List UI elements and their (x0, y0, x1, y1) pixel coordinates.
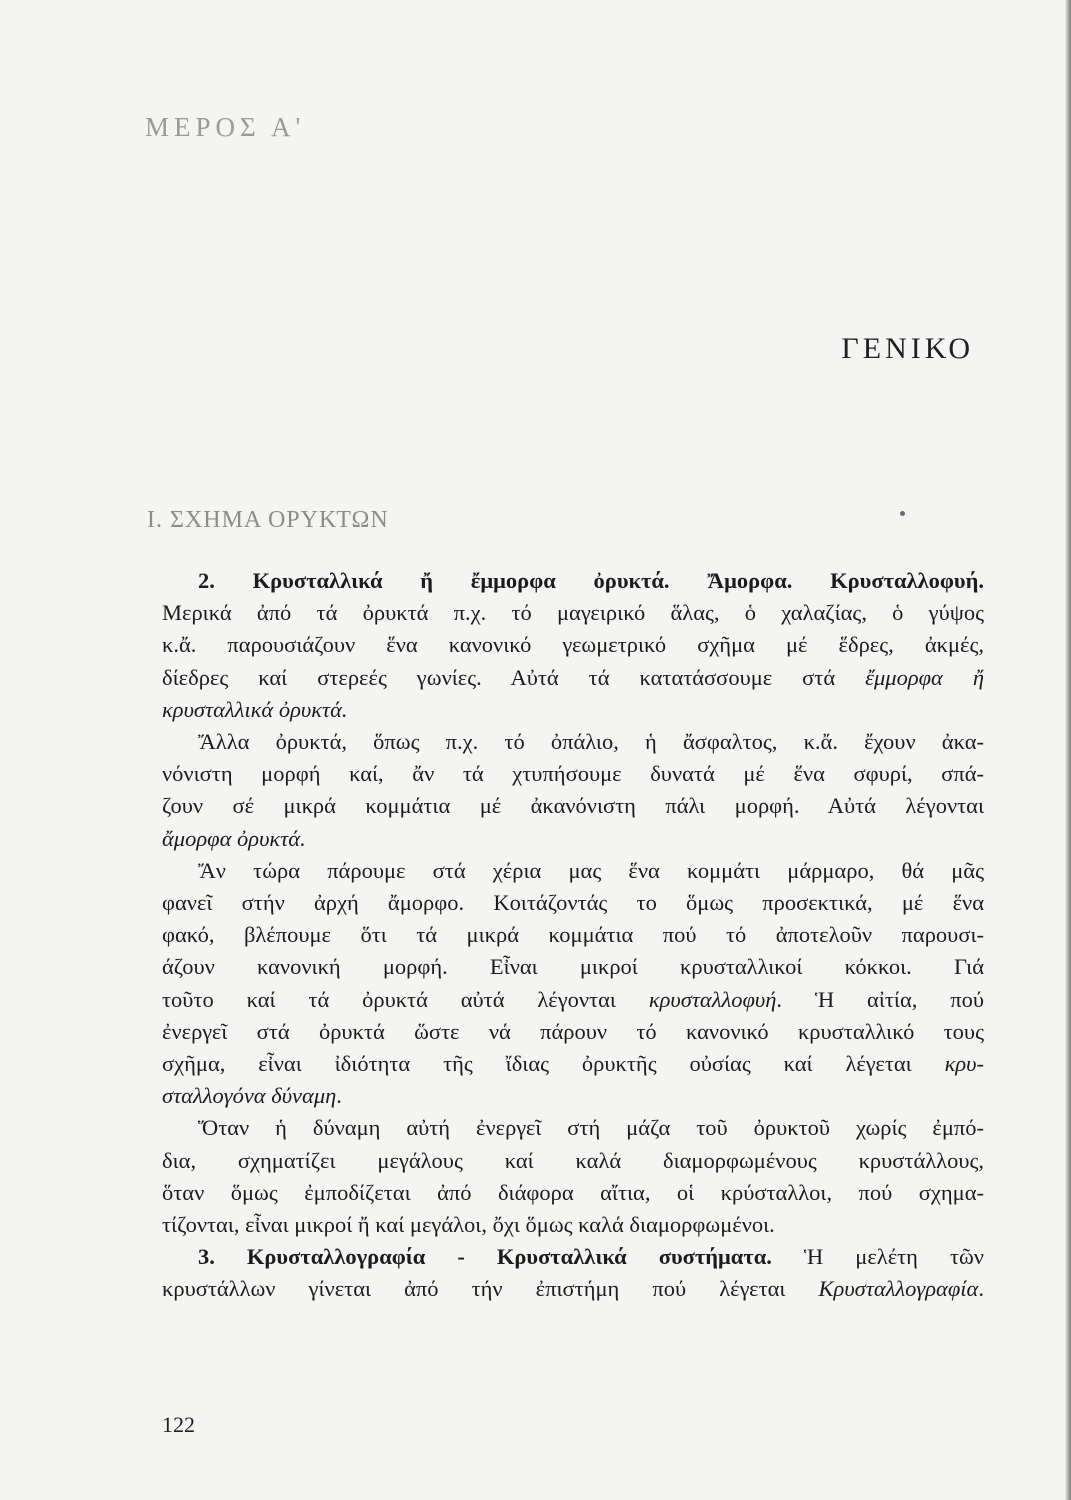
text-run: . (336, 1083, 342, 1109)
text-run: . (978, 1276, 984, 1302)
text-run: . Ἡ αἰτία, πού (776, 986, 984, 1012)
text-run: κρυστάλλων γίνεται ἀπό τήν ἐπιστήμη πού λέγεται (162, 1276, 819, 1302)
text-line: νόνιστη μορφή καί, ἄν τά χτυπήσουμε δυνατά μέ ἕνα σφυρί, σπά- (162, 761, 984, 787)
text-line: Ἄν τώρα πάρουμε στά χέρια μας ἕνα κομμάτι μάρμαρο, θά μᾶς (198, 857, 984, 883)
text-line: ἐνεργεῖ στά ὀρυκτά ὥστε νά πάρουν τό κανονικό κρυσταλλικό τους (162, 1018, 984, 1044)
page-edge-shadow (1065, 0, 1071, 1500)
page-number: 122 (162, 1412, 195, 1437)
text-line (162, 1048, 984, 1080)
text-line: ζουν σέ μικρά κομμάτια μέ ἀκανόνιστη πάλι μορφή. Αὐτά λέγονται (162, 793, 984, 819)
text-line: φανεῖ στήν ἀρχή ἄμορφο. Κοιτάζοντάς το ὅμως προσεκτικά, μέ ἕνα (162, 890, 984, 916)
text-run: δίεδρες καί στερεές γωνίες. Αὐτά τά κατατάσσουμε στά (162, 664, 866, 690)
italic-term: κρυσταλλοφυή (648, 986, 777, 1012)
text-run: σχῆμα, εἶναι ἰδιότητα τῆς ἴδιας ὀρυκτῆς οὐσίας καί λέγεται (162, 1051, 945, 1077)
text-line: Ἄλλα ὀρυκτά, ὅπως π.χ. τό ὀπάλιο, ἡ ἄσφαλτος, κ.ἄ. ἔχουν ἀκα- (198, 729, 984, 755)
ink-dot-mark (900, 511, 905, 516)
body-text (162, 565, 984, 1306)
italic-term: κρυ- (944, 1051, 984, 1077)
text-line: άζουν κανονική μορφή. Εἶναι μικροί κρυσταλλικοί κόκκοι. Γιά (162, 954, 984, 980)
italic-term: Κρυσταλλογραφία (818, 1276, 979, 1302)
text-line (162, 662, 984, 694)
text-line: κ.ἄ. παρουσιάζουν ἕνα κανονικό γεωμετρικό σχῆμα μέ ἕδρες, ἀκμές, (162, 632, 984, 658)
text-line (162, 1080, 984, 1112)
italic-term: ἔμμορφα ἤ (865, 664, 984, 690)
text-run: τοῦτο καί τά ὀρυκτά αὐτά λέγονται (162, 986, 649, 1012)
text-line (162, 984, 984, 1016)
section-title: ΓΕΝΙΚΟ (841, 332, 974, 365)
paragraph-heading-2: 2. Κρυσταλλικά ἤ ἔμμορφα ὀρυκτά. Ἄμορφα. Κρυσταλλοφυή. (198, 568, 984, 593)
text-line (162, 1241, 984, 1273)
text-line: τίζονται, εἶναι μικροί ἤ καί μεγάλοι, ὄχι ὅμως καλά διαμορφωμένοι. (162, 1212, 775, 1238)
text-line: ὅταν ὅμως ἐμποδίζεται ἀπό διάφορα αἴτια, οἱ κρύσταλλοι, πού σχημα- (162, 1179, 984, 1205)
italic-term: ἄμορφα ὀρυκτά. (162, 825, 306, 851)
italic-term: σταλλογόνα δύναμη (162, 1083, 337, 1109)
italic-term: κρυσταλλικά ὀρυκτά. (162, 696, 348, 722)
chapter-title: Ι. ΣΧΗΜΑ ΟΡΥΚΤΩΝ (147, 507, 389, 533)
text-line: Ὅταν ἡ δύναμη αὐτή ἐνεργεῖ στή μάζα τοῦ ὀρυκτοῦ χωρίς ἐμπό- (198, 1115, 984, 1141)
text-line (162, 1273, 984, 1305)
text-run: Ἡ μελέτη τῶν (771, 1244, 984, 1270)
text-line: Μερικά ἀπό τά ὀρυκτά π.χ. τό μαγειρικό ἅλας, ὁ χαλαζίας, ὁ γύψος (162, 600, 984, 626)
text-line: φακό, βλέπουμε ὅτι τά μικρά κομμάτια πού τό ἀποτελοῦν παρουσι- (162, 922, 984, 948)
paragraph-heading-3: 3. Κρυσταλλογραφία - Κρυσταλλικά συστήματα. (198, 1244, 772, 1270)
part-title: ΜΕΡΟΣ Α' (145, 112, 306, 142)
text-line: δια, σχηματίζει μεγάλους καί καλά διαμορφωμένους κρυστάλλους, (162, 1147, 984, 1173)
